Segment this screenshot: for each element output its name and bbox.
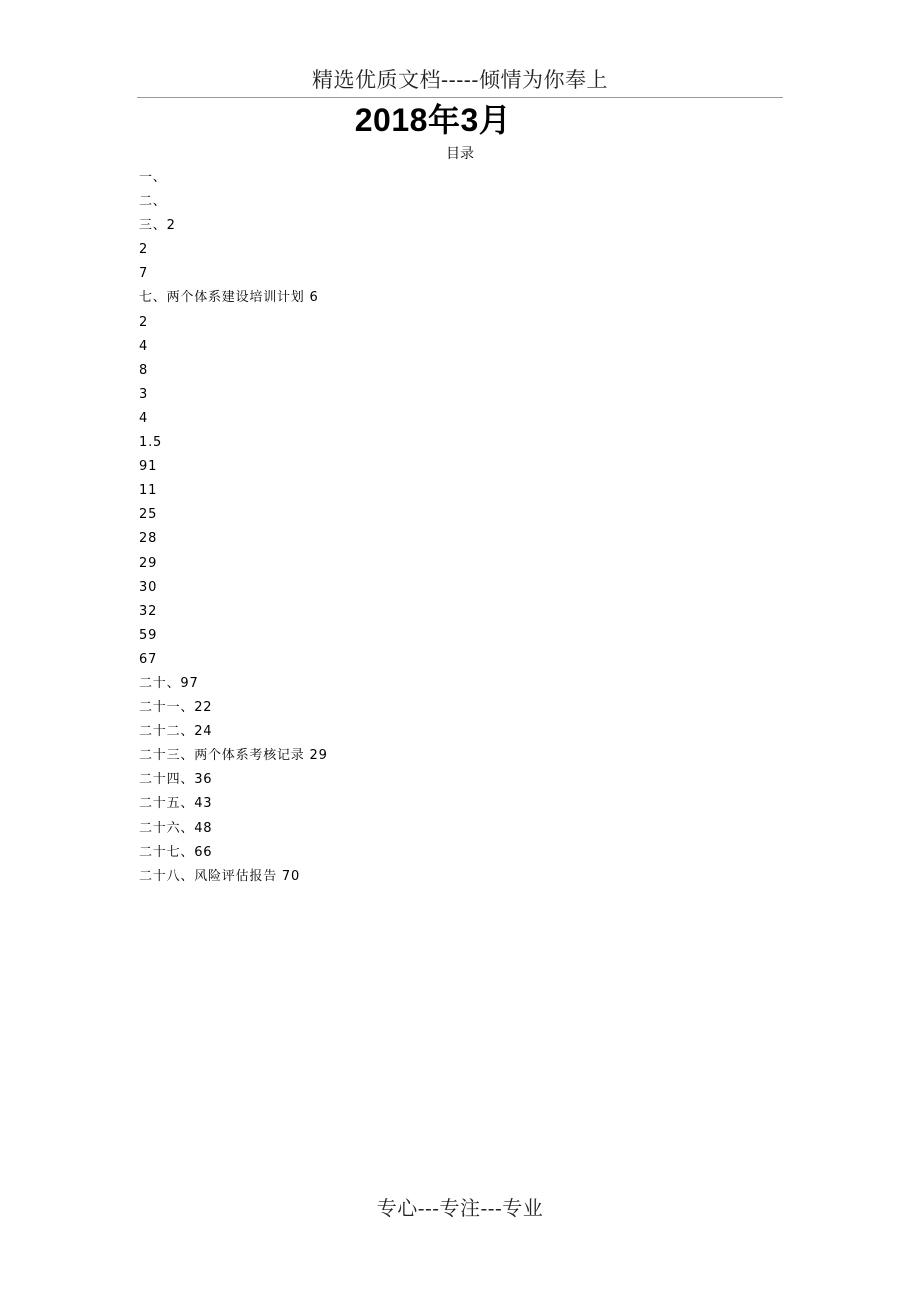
toc-entry: 1.5 (139, 435, 163, 451)
toc-entry: 二十七、66 (139, 844, 213, 860)
toc-entry: 一、 (139, 170, 167, 185)
toc-entry: 2 (139, 242, 149, 258)
toc-entry: 11 (139, 483, 158, 499)
toc-entry: 91 (139, 459, 158, 475)
toc-entry: 4 (139, 410, 149, 426)
toc-entry: 二、 (139, 194, 167, 210)
toc-entry: 七、两个体系建设培训计划 6 (139, 290, 319, 306)
toc-entry: 59 (139, 627, 158, 643)
page-footer: 专心---专注---专业 (376, 1196, 544, 1220)
toc-entry: 二十三、两个体系考核记录 29 (139, 748, 328, 764)
toc-entry: 29 (139, 555, 158, 571)
toc-entry: 2 (139, 314, 149, 330)
toc-entry: 二十四、36 (139, 772, 213, 788)
toc-entry: 二十八、风险评估报告 70 (139, 868, 301, 884)
toc-entry: 三、2 (139, 218, 176, 234)
toc-entry: 7 (139, 266, 149, 282)
toc-entry: 25 (139, 507, 158, 523)
toc-entry: 28 (139, 531, 158, 547)
toc-entry: 32 (139, 603, 158, 619)
table-of-contents (139, 166, 328, 889)
document-date: 2018年3月 (354, 102, 512, 138)
toc-entry: 30 (139, 579, 158, 595)
toc-entry: 67 (139, 651, 158, 667)
toc-title: 目录 (446, 146, 474, 162)
toc-entry: 二十六、48 (139, 820, 213, 836)
toc-entry: 4 (139, 338, 149, 354)
toc-entry: 二十一、22 (139, 700, 213, 716)
page-header: 精选优质文档-----倾情为你奉上 (137, 64, 783, 98)
toc-entry: 8 (139, 362, 149, 378)
toc-entry: 二十二、24 (139, 724, 213, 740)
toc-entry: 二十、97 (139, 675, 199, 691)
toc-entry: 二十五、43 (139, 796, 213, 812)
toc-entry: 3 (139, 386, 149, 402)
